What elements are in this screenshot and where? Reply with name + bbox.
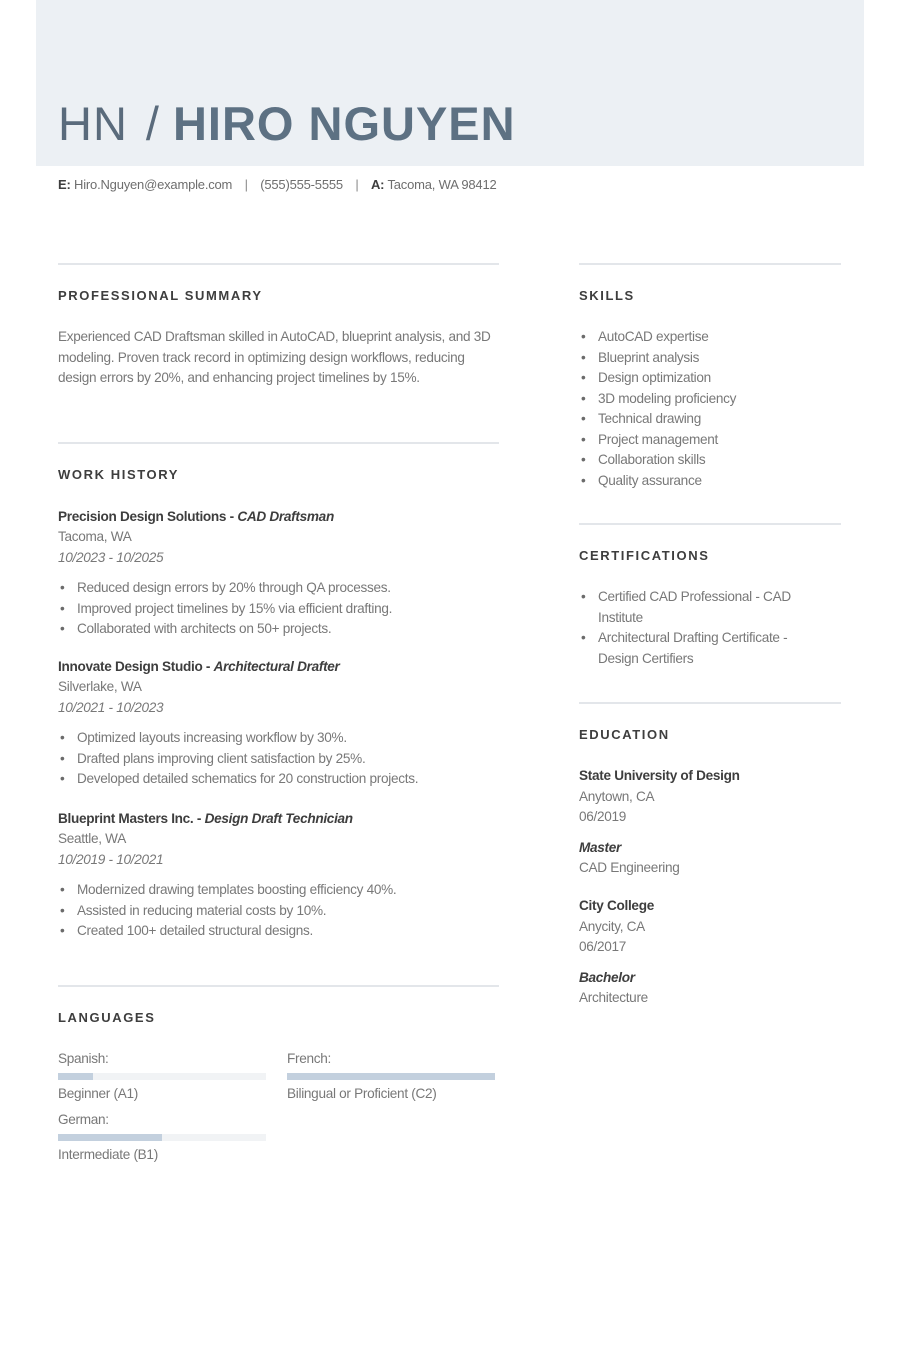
initials: HN <box>58 97 128 150</box>
email-label: E: <box>58 177 71 192</box>
job-entry <box>58 809 498 942</box>
language-level: Bilingual or Proficient (C2) <box>287 1086 437 1101</box>
job-location: Seattle, WA <box>58 831 126 846</box>
job-dash: - <box>202 659 214 674</box>
skill-item: • 3D modeling proficiency <box>579 389 841 410</box>
job-role: CAD Draftsman <box>237 509 334 524</box>
school-name: State University of Design <box>579 768 740 783</box>
skill-item: • Project management <box>579 430 841 451</box>
language-name: French: <box>287 1051 331 1066</box>
contact-line <box>58 177 497 192</box>
skill-item: • AutoCAD expertise <box>579 327 841 348</box>
job-dash: - <box>193 811 205 826</box>
certifications-list <box>579 587 819 669</box>
certifications-title: CERTIFICATIONS <box>579 548 710 563</box>
graduation-date: 06/2019 <box>579 809 627 824</box>
job-dates: 10/2021 - 10/2023 <box>58 699 164 715</box>
summary-title: PROFESSIONAL SUMMARY <box>58 288 263 303</box>
degree: Bachelor <box>579 969 635 985</box>
skill-item: • Blueprint analysis <box>579 348 841 369</box>
language-bar-track <box>58 1073 266 1080</box>
section-divider <box>58 442 499 444</box>
address-value: Tacoma, WA 98412 <box>387 177 497 192</box>
job-company: Innovate Design Studio <box>58 659 203 674</box>
education-entry <box>579 896 839 1009</box>
job-entry <box>58 507 498 640</box>
job-bullet: • Collaborated with architects on 50+ projects. <box>58 619 498 640</box>
language-level: Intermediate (B1) <box>58 1147 158 1162</box>
certification-item: • Architectural Drafting Certificate - Design Certifiers <box>579 628 819 669</box>
name-separator: / <box>145 97 159 150</box>
job-location: Tacoma, WA <box>58 529 132 544</box>
section-divider <box>58 263 499 265</box>
skill-item: • Design optimization <box>579 368 841 389</box>
skill-item: • Collaboration skills <box>579 450 841 471</box>
phone-value[interactable]: (555)555-5555 <box>260 177 343 192</box>
name-line <box>58 96 516 152</box>
degree: Master <box>579 839 622 855</box>
skill-item: • Quality assurance <box>579 471 841 492</box>
skills-title: SKILLS <box>579 288 635 303</box>
job-dash: - <box>226 509 238 524</box>
job-bullet: • Improved project timelines by 15% via efficient drafting. <box>58 599 498 620</box>
section-divider <box>579 702 841 704</box>
school-location: Anytown, CA <box>579 788 655 804</box>
address-label: A: <box>370 177 385 192</box>
job-bullet: • Created 100+ detailed structural designs. <box>58 921 498 942</box>
job-role: Architectural Drafter <box>213 659 340 674</box>
language-bar-fill <box>58 1134 162 1141</box>
job-entry <box>58 657 498 790</box>
job-location: Silverlake, WA <box>58 679 142 694</box>
language-name: Spanish: <box>58 1051 109 1066</box>
education-title: EDUCATION <box>579 727 670 742</box>
language-bar-fill <box>287 1073 495 1080</box>
job-dates: 10/2023 - 10/2025 <box>58 549 164 565</box>
school-location: Anycity, CA <box>579 918 645 934</box>
email-value[interactable]: Hiro.Nguyen@example.com <box>74 177 233 192</box>
languages-title: LANGUAGES <box>58 1010 156 1025</box>
language-item <box>58 1049 266 1104</box>
contact-divider: | <box>244 177 248 192</box>
language-bar-track <box>58 1134 266 1141</box>
job-dates: 10/2019 - 10/2021 <box>58 851 164 867</box>
contact-divider: | <box>355 177 359 192</box>
language-item <box>287 1049 495 1104</box>
section-divider <box>579 263 841 265</box>
job-bullet: • Reduced design errors by 20% through QA processes. <box>58 578 498 599</box>
field-of-study: CAD Engineering <box>579 860 680 875</box>
graduation-date: 06/2017 <box>579 939 627 954</box>
certification-item: • Certified CAD Professional - CAD Institute <box>579 587 819 628</box>
job-company: Precision Design Solutions <box>58 509 227 524</box>
full-name: HIRO NGUYEN <box>172 97 516 150</box>
section-divider <box>58 985 499 987</box>
job-heading <box>58 809 498 829</box>
job-heading <box>58 657 498 677</box>
education-entry <box>579 766 839 879</box>
section-divider <box>579 523 841 525</box>
language-name: German: <box>58 1112 109 1127</box>
job-bullet: • Modernized drawing templates boosting efficiency 40%. <box>58 880 498 901</box>
job-bullet: • Drafted plans improving client satisfaction by 25%. <box>58 749 498 770</box>
job-bullet: • Developed detailed schematics for 20 construction projects. <box>58 769 498 790</box>
field-of-study: Architecture <box>579 990 648 1005</box>
job-bullets <box>58 578 498 640</box>
summary-text: Experienced CAD Draftsman skilled in AutoCAD, blueprint analysis, and 3D modeling. Proven track record in optimizing design workflows, reducing design errors by 20%, and enhancing project timelines by 15%. <box>58 329 491 385</box>
job-company: Blueprint Masters Inc. <box>58 811 194 826</box>
job-role: Design Draft Technician <box>204 811 353 826</box>
job-bullet: • Optimized layouts increasing workflow by 30%. <box>58 728 498 749</box>
job-heading <box>58 507 498 527</box>
skills-list <box>579 327 841 491</box>
work-history-title: WORK HISTORY <box>58 467 180 482</box>
language-bar-fill <box>58 1073 93 1080</box>
skill-item: • Technical drawing <box>579 409 841 430</box>
language-item <box>58 1110 266 1165</box>
language-bar-track <box>287 1073 495 1080</box>
language-level: Beginner (A1) <box>58 1086 138 1101</box>
job-bullets <box>58 880 498 942</box>
school-name: City College <box>579 898 654 913</box>
job-bullets <box>58 728 498 790</box>
job-bullet: • Assisted in reducing material costs by 10%. <box>58 901 498 922</box>
